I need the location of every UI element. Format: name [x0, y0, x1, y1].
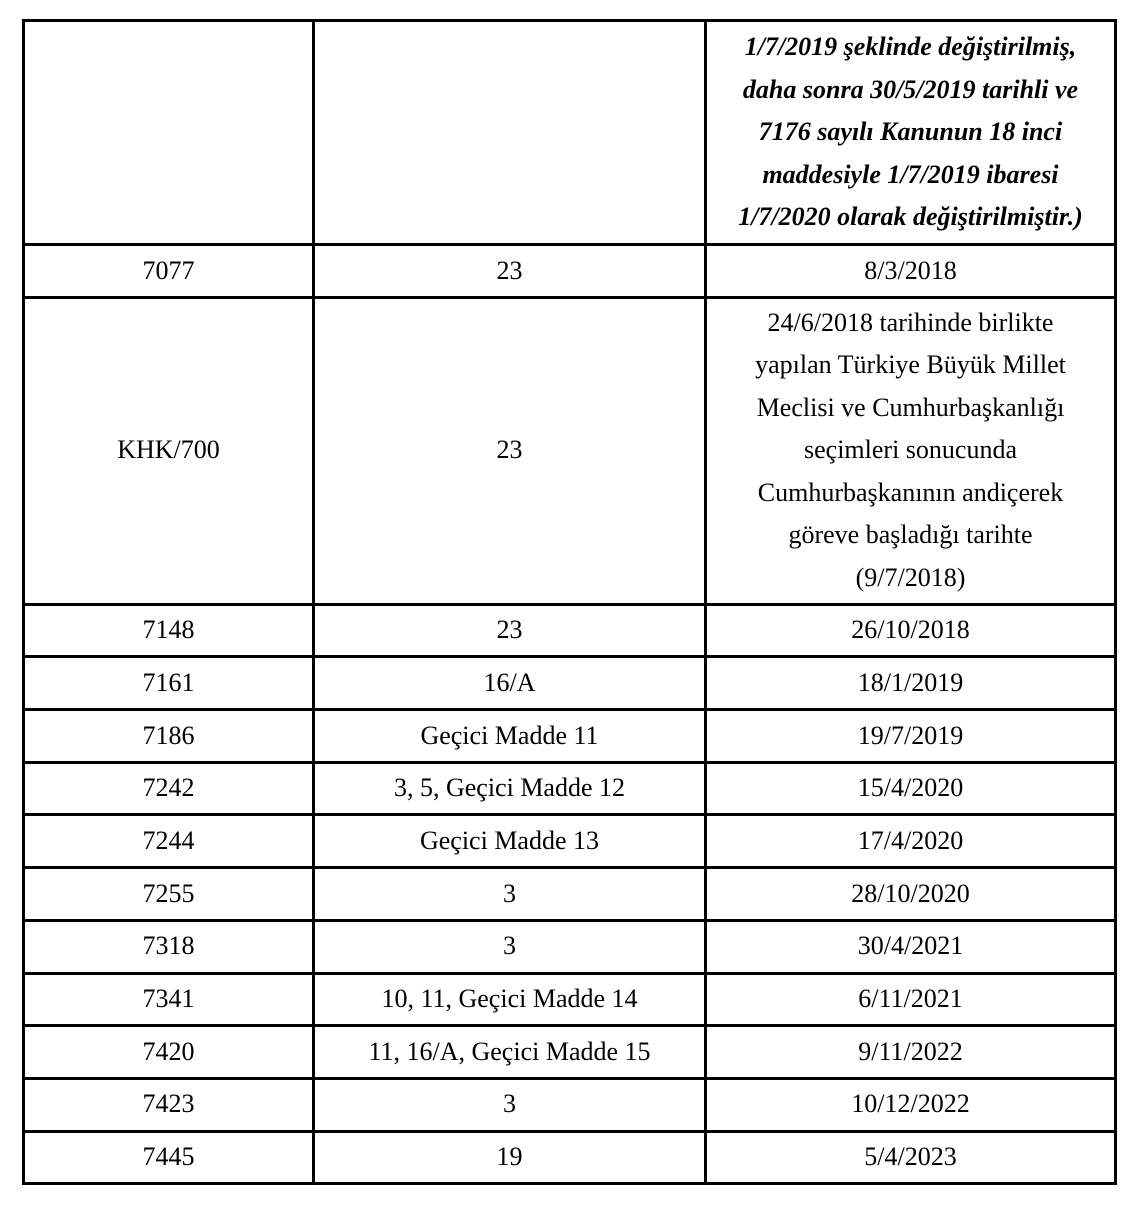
table-row	[24, 657, 1116, 710]
article-cell: 3, 5, Geçici Madde 12	[314, 762, 706, 815]
date-line: yapılan Türkiye Büyük Millet	[755, 350, 1066, 380]
date-line: göreve başladığı tarihte	[788, 520, 1033, 550]
date-cell: 9/11/2022	[706, 1026, 1116, 1079]
table-row	[24, 1078, 1116, 1131]
date-line: 24/6/2018 tarihinde birlikte	[767, 307, 1054, 337]
article-cell: 11, 16/A, Geçici Madde 15	[314, 1026, 706, 1079]
date-line: (9/7/2018)	[855, 562, 966, 592]
date-cell: 5/4/2023	[706, 1131, 1116, 1184]
article-cell: 3	[314, 868, 706, 921]
law-cell: 7161	[24, 657, 314, 710]
law-cell: 7242	[24, 762, 314, 815]
article-cell: 23	[314, 297, 706, 604]
date-cell	[706, 21, 1116, 245]
note-line: 1/7/2020 olarak değiştirilmiştir.)	[738, 202, 1083, 232]
article-cell: 3	[314, 1078, 706, 1131]
article-cell: 23	[314, 604, 706, 657]
date-cell: 19/7/2019	[706, 710, 1116, 763]
note-line: maddesiyle 1/7/2019 ibaresi	[762, 159, 1059, 189]
article-cell	[314, 21, 706, 245]
article-cell: Geçici Madde 13	[314, 815, 706, 868]
date-cell: 28/10/2020	[706, 868, 1116, 921]
date-cell	[706, 297, 1116, 604]
note-line: 1/7/2019 şeklinde değiştirilmiş,	[744, 32, 1077, 62]
date-cell: 10/12/2022	[706, 1078, 1116, 1131]
article-cell: 3	[314, 920, 706, 973]
date-cell: 8/3/2018	[706, 245, 1116, 298]
article-cell: 16/A	[314, 657, 706, 710]
table-row	[24, 1131, 1116, 1184]
article-cell: 10, 11, Geçici Madde 14	[314, 973, 706, 1026]
law-cell: 7318	[24, 920, 314, 973]
law-cell: 7148	[24, 604, 314, 657]
date-cell: 26/10/2018	[706, 604, 1116, 657]
date-cell: 17/4/2020	[706, 815, 1116, 868]
date-line: Meclisi ve Cumhurbaşkanlığı	[756, 392, 1065, 422]
table-row	[24, 21, 1116, 245]
table-row	[24, 297, 1116, 604]
table-row	[24, 868, 1116, 921]
table-row	[24, 710, 1116, 763]
law-cell: 7077	[24, 245, 314, 298]
table-row	[24, 815, 1116, 868]
law-cell: 7420	[24, 1026, 314, 1079]
date-cell: 15/4/2020	[706, 762, 1116, 815]
law-cell: 7255	[24, 868, 314, 921]
table-row	[24, 245, 1116, 298]
date-line: seçimleri sonucunda	[804, 435, 1017, 465]
date-cell: 6/11/2021	[706, 973, 1116, 1026]
law-cell: 7186	[24, 710, 314, 763]
table-row	[24, 973, 1116, 1026]
law-cell	[24, 21, 314, 245]
date-cell: 18/1/2019	[706, 657, 1116, 710]
date-cell: 30/4/2021	[706, 920, 1116, 973]
article-cell: 23	[314, 245, 706, 298]
amendment-table	[22, 19, 1117, 1185]
table-row	[24, 604, 1116, 657]
law-cell: 7341	[24, 973, 314, 1026]
table-row	[24, 1026, 1116, 1079]
law-cell: 7423	[24, 1078, 314, 1131]
law-cell: 7445	[24, 1131, 314, 1184]
note-line: 7176 sayılı Kanunun 18 inci	[758, 117, 1063, 147]
law-cell: KHK/700	[24, 297, 314, 604]
table-row	[24, 920, 1116, 973]
article-cell: Geçici Madde 11	[314, 710, 706, 763]
table-row	[24, 762, 1116, 815]
note-line: daha sonra 30/5/2019 tarihli ve	[742, 74, 1079, 104]
law-cell: 7244	[24, 815, 314, 868]
date-line: Cumhurbaşkanının andiçerek	[757, 477, 1064, 507]
article-cell: 19	[314, 1131, 706, 1184]
